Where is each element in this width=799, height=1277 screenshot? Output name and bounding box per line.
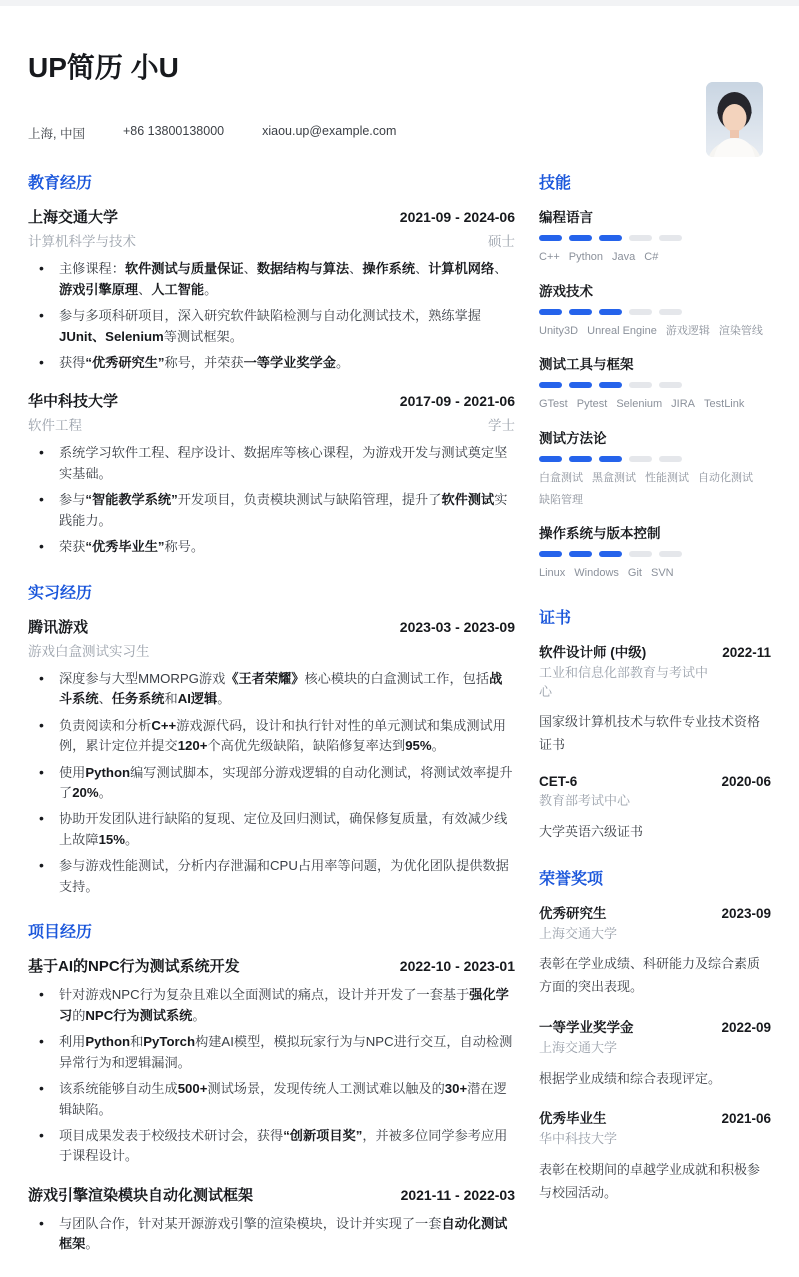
skill-tag: C++: [539, 251, 560, 264]
highlight-text: 95%: [405, 738, 432, 754]
skill-level-meter: [539, 551, 771, 557]
skill-tag: 性能测试: [645, 471, 689, 484]
honor-left: [539, 902, 721, 944]
skill-pill: [659, 456, 682, 462]
skill-pill: [599, 235, 622, 241]
entry-date: 2023-03 - 2023-09: [399, 618, 515, 635]
highlight-text: 任务系统: [111, 691, 165, 707]
highlight-text: C++: [151, 717, 177, 733]
highlight-text: 一等学业奖学金: [243, 355, 336, 370]
skill-pill: [659, 551, 682, 557]
cert-item: [539, 774, 771, 844]
entry-subtitle: 软件工程: [28, 418, 82, 434]
highlight-text: 游戏引擎原理: [59, 281, 139, 297]
skill-tag: Unity3D: [539, 324, 579, 337]
skill-group: [539, 206, 771, 267]
skill-tag: JIRA: [671, 398, 696, 411]
skill-tag-list: [539, 249, 771, 267]
skill-group: [539, 353, 771, 414]
cert-issuer: 教育部考试中心: [539, 792, 631, 808]
skill-pill: [659, 382, 682, 388]
bullet-item: • 针对游戏NPC行为复杂且难以全面测试的痛点，设计并开发了一套基于强化学习的NPC行为测试系统。: [28, 985, 515, 1026]
section-title-skills: 技能: [539, 175, 572, 193]
bullet-item: • 与团队合作，针对某开源游戏引擎的渲染模块，设计并实现了一套自动化测试框架。: [28, 1214, 515, 1255]
honor-issuer: 上海交通大学: [539, 1039, 618, 1055]
bullet-list: [28, 985, 515, 1167]
bullet-list: [28, 669, 515, 898]
entry-title: 上海交通大学: [28, 209, 119, 227]
skill-tag: GTest: [539, 398, 568, 411]
skill-tag: TestLink: [704, 398, 745, 411]
skill-group-name: 测试工具与框架: [539, 357, 634, 373]
highlight-text: 数据结构与算法: [256, 261, 350, 277]
section-title-education: 教育经历: [28, 175, 93, 193]
highlight-text: 30+: [444, 1081, 468, 1097]
highlight-text: 15%: [98, 831, 125, 847]
highlight-text: 120+: [177, 738, 208, 754]
section-skills: [539, 170, 771, 583]
honor-description: 根据学业成绩和综合表现评定。: [539, 1070, 722, 1086]
skill-tag: Windows: [574, 567, 619, 580]
entry-title: 基于AI的NPC行为测试系统开发: [28, 958, 240, 976]
honor-item: [539, 902, 771, 999]
skill-pill: [569, 456, 592, 462]
bullet-item: • 负责阅读和分析C++游戏源代码，设计和执行针对性的单元测试和集成测试用例，累计定位并提交120+个高优先级缺陷，缺陷修复率达到95%。: [28, 716, 515, 757]
honor-description: 表彰在学业成绩、科研能力及综合素质方面的突出表现。: [539, 956, 761, 995]
skill-pill: [629, 235, 652, 241]
entry-title: 游戏引擎渲染模块自动化测试框架: [28, 1186, 254, 1204]
entry: [28, 955, 515, 1167]
highlight-text: 战斗系统: [59, 670, 503, 707]
cert-left: [539, 641, 722, 702]
skill-pill: [539, 456, 562, 462]
skill-tag: 黑盒测试: [592, 471, 636, 484]
skill-tag: SVN: [650, 567, 674, 580]
honor-left: [539, 1107, 721, 1149]
highlight-text: 软件测试: [441, 492, 495, 508]
content-columns: [28, 170, 771, 1277]
skill-pill: [569, 551, 592, 557]
section-education: [28, 170, 515, 558]
main-column: [28, 170, 515, 1277]
bullet-item: • 协助开发团队进行缺陷的复现、定位及回归测试，确保修复质量，有效减少线上故障15%。: [28, 809, 515, 850]
cert-header: [539, 774, 771, 811]
skill-level-meter: [539, 456, 771, 462]
skill-tag: Linux: [539, 567, 566, 580]
highlight-text: 《王者荣耀》: [225, 670, 305, 686]
section-title-honors: 荣誉奖项: [539, 870, 604, 888]
entry: [28, 1184, 515, 1255]
entry-subtitle-row: [28, 640, 515, 660]
skill-tag: 白盒测试: [539, 471, 583, 484]
top-border: [0, 0, 799, 6]
entry: [28, 206, 515, 373]
skill-pill: [659, 309, 682, 315]
skill-group: [539, 522, 771, 583]
contact-item: xiaou.up@example.com: [262, 124, 397, 139]
honor-date: 2022-09: [721, 1019, 771, 1035]
skill-tag: C#: [644, 251, 659, 264]
entry-subtitle: 游戏白盒测试实习生: [28, 643, 150, 659]
skill-pill: [599, 309, 622, 315]
entry-header: [28, 1184, 515, 1205]
highlight-text: 人工智能: [151, 281, 205, 297]
honor-header: [539, 1016, 771, 1058]
section-certificates: [539, 605, 771, 844]
skill-pill: [569, 235, 592, 241]
skill-pill: [539, 309, 562, 315]
skill-pill: [629, 309, 652, 315]
highlight-text: Python: [85, 1034, 131, 1050]
skill-pill: [539, 551, 562, 557]
cert-issuer: 工业和信息化部教育与考试中心: [539, 664, 709, 699]
entry-subtitle: 计算机科学与技术: [28, 234, 136, 250]
skill-group: [539, 427, 771, 509]
skill-pill: [599, 382, 622, 388]
entry-title: 华中科技大学: [28, 393, 119, 411]
entry-degree: 硕士: [488, 234, 515, 250]
bullet-item: • 荣获“优秀毕业生”称号。: [28, 537, 515, 557]
skill-tag-list: [539, 470, 771, 509]
skill-tag: Python: [568, 251, 604, 264]
section-honors: [539, 866, 771, 1205]
highlight-text: PyTorch: [143, 1034, 196, 1050]
skill-pill: [599, 551, 622, 557]
skill-group-name: 测试方法论: [539, 430, 607, 446]
entry-title: 腾讯游戏: [28, 618, 89, 636]
cert-item: [539, 641, 771, 757]
skill-group-name: 游戏技术: [539, 283, 593, 299]
skill-tag: 自动化测试: [698, 471, 753, 484]
skill-tag: Unreal Engine: [587, 324, 657, 337]
cert-date: 2020-06: [721, 773, 771, 789]
honor-item: [539, 1016, 771, 1091]
skill-pill: [629, 382, 652, 388]
skill-tag-list: [539, 396, 771, 414]
section-title-projects: 项目经历: [28, 924, 93, 942]
honor-issuer: 华中科技大学: [539, 1131, 618, 1147]
bullet-list: [28, 259, 515, 373]
highlight-text: 20%: [72, 784, 99, 800]
skill-pill: [629, 551, 652, 557]
cert-description: 大学英语六级证书: [539, 823, 644, 839]
cert-name: 软件设计师 (中级): [539, 644, 647, 660]
cert-description: 国家级计算机技术与软件专业技术资格证书: [539, 714, 761, 753]
skill-group-name: 编程语言: [539, 210, 593, 226]
bullet-item: • 利用Python和PyTorch构建AI模型，模拟玩家行为与NPC进行交互，自动检测异常行为和逻辑漏洞。: [28, 1032, 515, 1073]
highlight-text: 操作系统: [362, 261, 416, 277]
honor-description: 表彰在校期间的卓越学业成就和积极参与校园活动。: [539, 1162, 761, 1201]
skill-tag: Selenium: [616, 398, 663, 411]
bullet-item: • 项目成果发表于校级技术研讨会，获得“创新项目奖”，并被多位同学参考应用于课程设计。: [28, 1126, 515, 1167]
bullet-item: • 深度参与大型MMORPG游戏《王者荣耀》核心模块的白盒测试工作，包括战斗系统、任务系统和AI逻辑。: [28, 669, 515, 710]
contact-item: +86 13800138000: [122, 124, 225, 139]
skill-pill: [659, 235, 682, 241]
highlight-text: 强化学习: [59, 987, 509, 1023]
entry-header: [28, 390, 515, 411]
honor-header: [539, 902, 771, 944]
honor-issuer: 上海交通大学: [539, 925, 618, 941]
highlight-text: AI逻辑: [177, 691, 218, 707]
sidebar-column: [539, 170, 771, 1277]
skill-tag-list: [539, 565, 771, 583]
skill-pill: [569, 382, 592, 388]
entry-subtitle-row: [28, 414, 515, 434]
contact-item: 上海, 中国: [28, 127, 85, 142]
highlight-text: 自动化测试框架: [59, 1215, 508, 1252]
entry-date: 2022-10 - 2023-01: [399, 958, 515, 975]
bullet-item: • 该系统能够自动生成500+测试场景，发现传统人工测试难以触及的30+潜在逻辑缺陷。: [28, 1079, 515, 1120]
skill-tag: Java: [612, 251, 636, 264]
cert-header: [539, 641, 771, 702]
skill-group-name: 操作系统与版本控制: [539, 526, 661, 542]
entry-subtitle-row: [28, 230, 515, 250]
bullet-item: • 参与多项科研项目，深入研究软件缺陷检测与自动化测试技术，熟练掌握JUnit、Selenium等测试框架。: [28, 306, 515, 347]
highlight-text: 500+: [177, 1081, 208, 1097]
honor-name: 一等学业奖学金: [539, 1019, 634, 1035]
bullet-item: • 主修课程：软件测试与质量保证、数据结构与算法、操作系统、计算机网络、游戏引擎原理、人工智能。: [28, 259, 515, 300]
skill-tag: 游戏逻辑: [665, 324, 710, 337]
bullet-item: • 参与游戏性能测试，分析内存泄漏和CPU占用率等问题，为优化团队提供数据支持。: [28, 856, 515, 897]
bullet-list: [28, 443, 515, 557]
skill-level-meter: [539, 235, 771, 241]
avatar: [706, 82, 763, 157]
skill-pill: [569, 309, 592, 315]
entry-date: 2021-11 - 2022-03: [400, 1186, 515, 1203]
entry-header: [28, 206, 515, 227]
highlight-text: Python: [85, 764, 131, 780]
section-title-internship: 实习经历: [28, 584, 93, 602]
honor-name: 优秀毕业生: [539, 1111, 607, 1127]
resume-page: [0, 52, 799, 1277]
skill-group: [539, 280, 771, 341]
skill-tag: Pytest: [576, 398, 608, 411]
bullet-item: • 使用Python编写测试脚本，实现部分游戏逻辑的自动化测试，将测试效率提升了20%。: [28, 763, 515, 804]
skill-tag: 缺陷管理: [539, 493, 583, 506]
section-internship: [28, 580, 515, 898]
honor-item: [539, 1107, 771, 1204]
highlight-text: “智能教学系统”: [85, 492, 178, 508]
highlight-text: “优秀毕业生”: [85, 539, 165, 555]
bullet-list: [28, 1214, 515, 1255]
highlight-text: NPC行为测试系统: [85, 1007, 193, 1023]
bullet-item: • 获得“优秀研究生”称号，并荣获一等学业奖学金。: [28, 353, 515, 373]
highlight-text: 计算机网络: [428, 261, 495, 277]
honor-header: [539, 1107, 771, 1149]
entry-date: 2017-09 - 2021-06: [399, 393, 515, 410]
skill-tag: 渲染管线: [718, 324, 763, 337]
entry-header: [28, 616, 515, 637]
skill-pill: [629, 456, 652, 462]
bullet-item: • 系统学习软件工程、程序设计、数据库等核心课程，为游戏开发与测试奠定坚实基础。: [28, 443, 515, 484]
skill-tag-list: [539, 323, 771, 341]
highlight-text: 软件测试与质量保证: [124, 261, 244, 277]
honor-left: [539, 1016, 721, 1058]
honor-date: 2021-06: [721, 1111, 771, 1127]
cert-date: 2022-11: [722, 644, 771, 660]
skill-pill: [539, 382, 562, 388]
section-title-certificates: 证书: [539, 609, 572, 627]
contact-row: [28, 124, 771, 142]
skill-pill: [599, 456, 622, 462]
entry-degree: 学士: [488, 418, 515, 434]
entry-header: [28, 955, 515, 976]
entry: [28, 616, 515, 898]
page-title: UP简历 小U: [28, 52, 179, 83]
honor-name: 优秀研究生: [539, 905, 607, 921]
cert-name: CET-6: [539, 773, 578, 789]
entry-date: 2021-09 - 2024-06: [399, 209, 515, 226]
honor-date: 2023-09: [721, 905, 771, 921]
avatar-illustration: [706, 82, 763, 157]
skill-level-meter: [539, 309, 771, 315]
skill-tag: Git: [627, 567, 642, 580]
skill-pill: [539, 235, 562, 241]
bullet-item: • 参与“智能教学系统”开发项目，负责模块测试与缺陷管理，提升了软件测试实践能力。: [28, 490, 515, 531]
highlight-text: “优秀研究生”: [85, 355, 165, 370]
entry: [28, 390, 515, 557]
section-projects: [28, 919, 515, 1255]
cert-left: [539, 774, 721, 811]
highlight-text: “创新项目奖”: [283, 1127, 363, 1143]
skill-level-meter: [539, 382, 771, 388]
highlight-text: JUnit、Selenium: [59, 328, 164, 344]
